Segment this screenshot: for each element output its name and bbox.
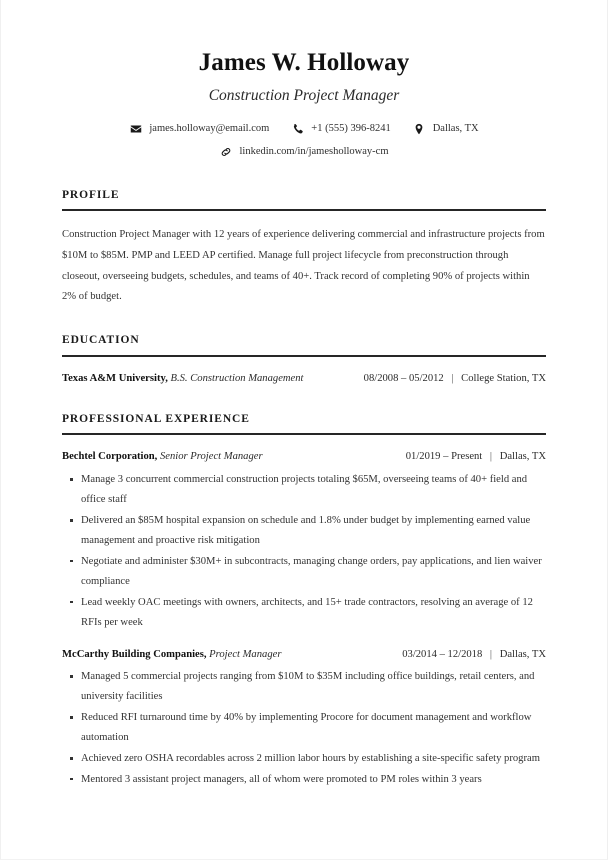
contact-location (413, 123, 479, 136)
entry-meta (394, 450, 546, 465)
section-profile (62, 189, 546, 308)
resume-header (62, 0, 546, 159)
job-title: Senior Project Manager (160, 451, 263, 463)
candidate-title: Construction Project Manager (208, 87, 400, 104)
contact-location-text: Dallas, TX (432, 122, 479, 134)
profile-summary-text: Construction Project Manager with 12 years of experience delivering commercial and infrastructure projects from $10M to $85M. PMP and LEED AP certified. Manage full project lifecycle from preconstruction through closeout, overseeing budgets, schedules, and teams of 40+. Track record of completing 90% of projects within 2% of budget. (62, 229, 545, 303)
list-item: Reduced RFI turnaround time by 40% by implementing Procore for document management and workflow automation (62, 708, 546, 748)
meta-separator: | (489, 451, 493, 463)
responsibility-list (62, 667, 546, 789)
education-dates: 08/2008 – 05/2012 (363, 372, 444, 384)
section-divider (62, 209, 546, 211)
experience-entry (62, 648, 546, 790)
contact-phone[interactable] (291, 123, 390, 136)
section-title-education: EDUCATION (62, 334, 140, 347)
envelope-icon (129, 123, 142, 136)
contact-row-secondary (62, 146, 546, 159)
list-item: Mentored 3 assistant project managers, all of whom were promoted to PM roles within 3 years (62, 770, 546, 790)
job-location: Dallas, TX (499, 451, 546, 463)
contact-phone-text: +1 (555) 396-8241 (311, 122, 391, 134)
degree-name: B.S. Construction Management (170, 372, 304, 384)
candidate-name: James W. Holloway (198, 49, 410, 76)
job-dates: 03/2014 – 12/2018 (402, 648, 483, 660)
list-item: Delivered an $85M hospital expansion on schedule and 1.8% under budget by implementing earned value management and proactive risk mitigation (62, 511, 546, 551)
entry-header (62, 372, 546, 387)
entry-meta (352, 372, 546, 387)
entry-title-group (62, 648, 281, 663)
contact-email-text: james.holloway@email.com (149, 122, 270, 134)
entry-header (62, 450, 546, 465)
link-icon (219, 146, 232, 159)
school-name: Texas A&M University, (62, 372, 168, 384)
section-education (62, 334, 546, 387)
list-item: Manage 3 concurrent commercial construction projects totaling $65M, overseeing teams of 40+ field and office staff (62, 470, 546, 510)
section-title-experience: PROFESSIONAL EXPERIENCE (62, 412, 250, 425)
contact-linkedin-text: linkedin.com/in/jamesholloway-cm (239, 145, 389, 157)
company-name: Bechtel Corporation, (62, 451, 158, 463)
section-divider (62, 355, 546, 357)
phone-icon (291, 123, 304, 136)
list-item: Lead weekly OAC meetings with owners, architects, and 15+ trade contractors, resolving an average of 12 RFIs per week (62, 593, 546, 633)
location-pin-icon (413, 123, 426, 136)
responsibility-list (62, 470, 546, 632)
education-entry (62, 372, 546, 387)
section-divider (62, 433, 546, 435)
contact-linkedin[interactable] (219, 146, 388, 159)
meta-separator: | (451, 372, 454, 384)
list-item: Managed 5 commercial projects ranging from $10M to $35M including office buildings, retail centers, and university facilities (62, 667, 546, 707)
list-item: Achieved zero OSHA recordables across 2 million labor hours by establishing a site-specific safety program (62, 749, 546, 769)
job-dates: 01/2019 – Present (405, 451, 483, 463)
section-title-profile: PROFILE (62, 188, 120, 201)
entry-meta (390, 648, 546, 663)
job-location: Dallas, TX (499, 648, 546, 660)
entry-title-group (62, 450, 263, 465)
entry-header (62, 648, 546, 663)
contact-email[interactable] (129, 123, 269, 136)
section-experience (62, 413, 546, 790)
education-location: College Station, TX (461, 372, 546, 384)
company-name: McCarthy Building Companies, (62, 648, 207, 660)
job-title: Project Manager (209, 648, 282, 660)
contact-row-primary (62, 123, 546, 136)
meta-separator: | (489, 648, 493, 660)
entry-title-group (62, 372, 304, 387)
list-item: Negotiate and administer $30M+ in subcontracts, managing change orders, pay applications, and lien waiver compliance (62, 552, 546, 592)
experience-entry (62, 450, 546, 632)
